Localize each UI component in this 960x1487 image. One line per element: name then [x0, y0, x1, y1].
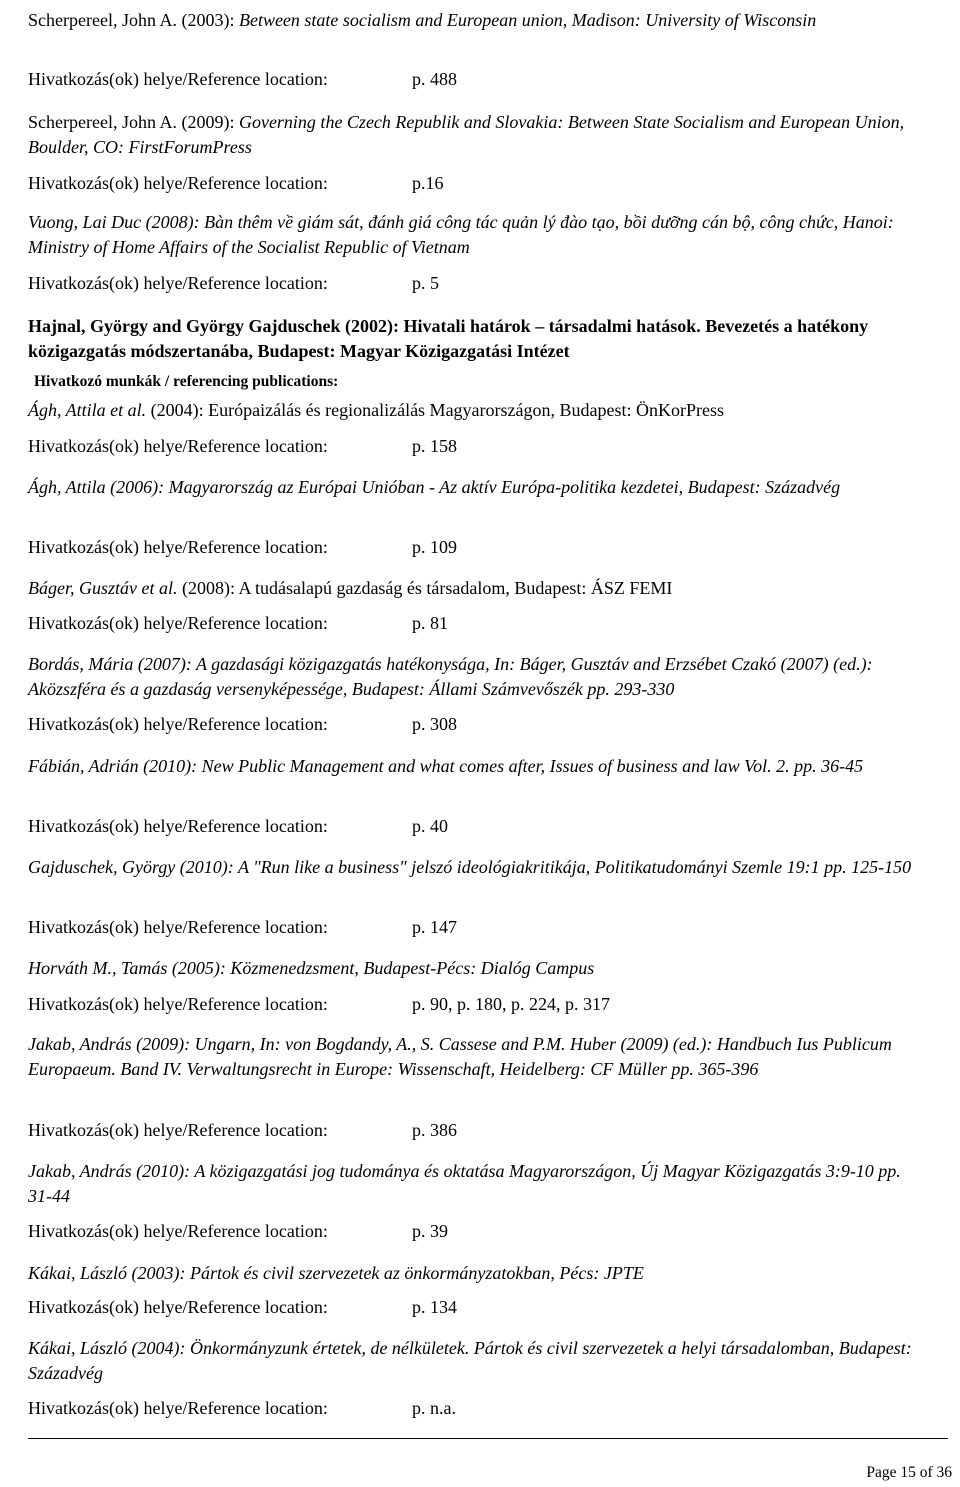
reference-location: Hivatkozás(ok) helye/Reference location: p. 40 [28, 816, 448, 836]
reference-location: Hivatkozás(ok) helye/Reference location: p. 386 [28, 1120, 457, 1140]
reference-location: Hivatkozás(ok) helye/Reference location: p. 488 [28, 69, 457, 89]
reference-entry: Gajduschek, György (2010): A "Run like a business" jelszó ideológiakritikája, Politikatudományi Szemle 19:1 pp. 125-150 [28, 857, 912, 877]
reference-location: Hivatkozás(ok) helye/Reference location: p. 134 [28, 1297, 457, 1317]
reference-location: Hivatkozás(ok) helye/Reference location: p. 5 [28, 273, 439, 293]
reference-location: Hivatkozás(ok) helye/Reference location: p. 90, p. 180, p. 224, p. 317 [28, 994, 610, 1014]
reference-location: Hivatkozás(ok) helye/Reference location: p. 308 [28, 714, 457, 734]
reference-location: Hivatkozás(ok) helye/Reference location: p. 109 [28, 537, 457, 557]
reference-location: Hivatkozás(ok) helye/Reference location: p.16 [28, 173, 444, 193]
reference-entry: Horváth M., Tamás (2005): Közmenedzsment, Budapest-Pécs: Dialóg Campus [28, 958, 595, 978]
reference-entry: Ágh, Attila et al. (2004): Európaizálás és regionalizálás Magyarországon, Budapest: ÖnKorPress [28, 400, 724, 420]
reference-entry: Kákai, László (2004): Önkormányzunk értetek, de nélkületek. Pártok és civil szervezetek a helyi társadalomban, Budapest: Századvég [28, 1338, 912, 1383]
reference-entry: Bordás, Mária (2007): A gazdasági közigazgatás hatékonysága, In: Báger, Gusztáv and Erzsébet Czakó (2007) (ed.): Aközszféra és a gazdaság versenyképessége, Budapest: Állami Számvevőszék pp. 293-330 [28, 654, 873, 699]
reference-location: Hivatkozás(ok) helye/Reference location: p. 39 [28, 1221, 448, 1241]
reference-location: Hivatkozás(ok) helye/Reference location: p. 81 [28, 613, 448, 633]
referencing-publications-heading: Hivatkozó munkák / referencing publications: [34, 373, 339, 390]
reference-entry: Fábián, Adrián (2010): New Public Management and what comes after, Issues of business and law Vol. 2. pp. 36-45 [28, 756, 864, 776]
reference-entry: Jakab, András (2009): Ungarn, In: von Bogdandy, A., S. Cassese and P.M. Huber (2009) (ed.): Handbuch Ius Publicum Europaeum. Band IV. Verwaltungsrecht in Europe: Wissenschaft, Heidelberg: CF Müller pp. 365-396 [28, 1034, 892, 1079]
reference-entry: Scherpereel, John A. (2009): Governing the Czech Republik and Slovakia: Between State Socialism and European Union, Boulder, CO: FirstForumPress [28, 112, 905, 157]
reference-entry: Jakab, András (2010): A közigazgatási jog tudománya és oktatása Magyarországon, Új Magyar Közigazgatás 3:9-10 pp. 31-44 [28, 1161, 901, 1206]
reference-entry: Báger, Gusztáv et al. (2008): A tudásalapú gazdaság és társadalom, Budapest: ÁSZ FEMI [28, 578, 673, 598]
reference-location: Hivatkozás(ok) helye/Reference location: p. 158 [28, 436, 457, 456]
reference-location: Hivatkozás(ok) helye/Reference location: p. 147 [28, 917, 457, 937]
reference-entry: Vuong, Lai Duc (2008): Bàn thêm về giám sát, đánh giá công tác quản lý đào tạo, bồi dưỡng cán bộ, công chức, Hanoi: Ministry of Home Affairs of the Socialist Republic of Vietnam [28, 212, 894, 257]
page-number: Page 15 of 36 [866, 1464, 952, 1481]
section-heading: Hajnal, György and György Gajduschek (2002): Hivatali határok – társadalmi hatások. Bevezetés a hatékony közigazgatás módszertanába, Budapest: Magyar Közigazgatási Intézet [28, 316, 869, 361]
footer-divider [28, 1438, 948, 1439]
reference-entry: Ágh, Attila (2006): Magyarország az Európai Unióban - Az aktív Európa-politika kezdetei, Budapest: Századvég [28, 477, 841, 497]
reference-entry: Kákai, László (2003): Pártok és civil szervezetek az önkormányzatokban, Pécs: JPTE [28, 1263, 644, 1283]
reference-entry: Scherpereel, John A. (2003): Between state socialism and European union, Madison: University of Wisconsin [28, 10, 817, 30]
reference-location: Hivatkozás(ok) helye/Reference location: p. n.a. [28, 1398, 456, 1418]
